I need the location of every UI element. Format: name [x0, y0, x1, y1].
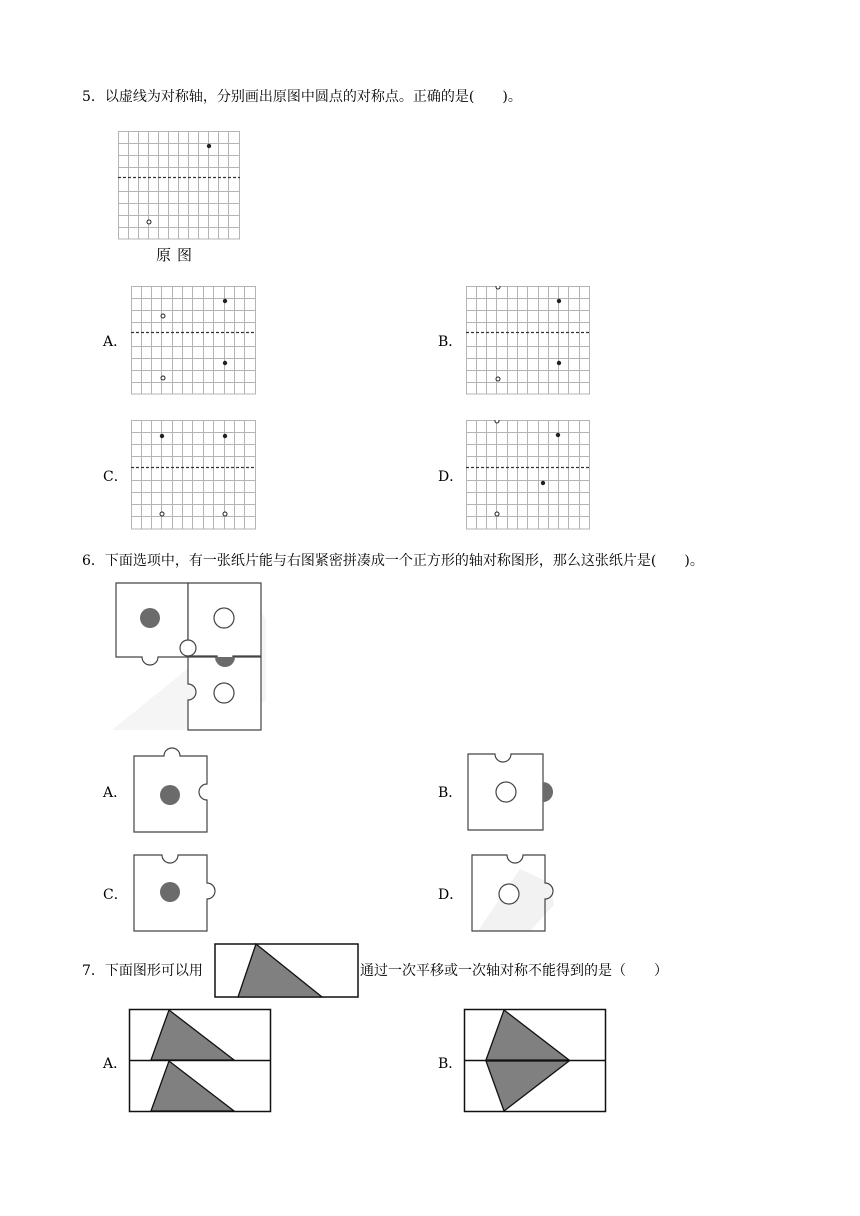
q6-option-d-label[interactable]: D．	[438, 887, 464, 903]
q5-option-a-grid[interactable]	[131, 286, 258, 396]
q6-option-d-piece[interactable]	[470, 853, 562, 935]
q7-end: ）	[654, 963, 668, 979]
q6-solid-circle	[140, 608, 160, 628]
q6-option-a-label[interactable]: A．	[103, 785, 128, 801]
q6-blank	[656, 553, 684, 569]
q5-stem	[82, 88, 522, 106]
q5-option-b-grid[interactable]	[466, 286, 592, 396]
q6-text: 下面选项中，有一张纸片能与右图紧密拼凑成一个正方形的轴对称图形，那么这张纸片是(	[104, 553, 657, 569]
q5-option-a-label[interactable]: A．	[103, 334, 128, 350]
q6-end: )。	[684, 553, 704, 569]
q7-number-and-lead	[82, 962, 203, 980]
q5-end: )。	[502, 89, 522, 105]
q6-option-c-piece[interactable]	[132, 853, 222, 933]
q5-option-d-grid[interactable]	[466, 420, 592, 531]
q6-option-b-piece[interactable]	[466, 752, 556, 832]
q7-blank	[626, 963, 654, 979]
q7-option-a-figure[interactable]	[128, 1008, 273, 1114]
q5-original-hollow-dot	[147, 220, 151, 224]
q5-option-c-label[interactable]: C．	[103, 469, 128, 485]
q6-stem	[82, 552, 704, 570]
q5-original-solid-dot	[207, 144, 211, 148]
q5-option-c-grid[interactable]	[131, 420, 258, 531]
q5-option-b-label[interactable]: B．	[438, 334, 463, 350]
q6-puzzle-figure	[110, 580, 266, 736]
q5-blank	[474, 89, 502, 105]
q6-number: 6．	[82, 553, 105, 569]
q5-original-caption: 原图	[156, 246, 199, 264]
q6-option-a-piece[interactable]	[132, 746, 210, 834]
q7-text-after: 通过一次平移或一次轴对称不能得到的是（	[360, 963, 626, 979]
q7-stem-rest	[360, 962, 668, 980]
q7-reference-figure	[214, 943, 360, 999]
q7-option-b-label[interactable]: B．	[438, 1056, 463, 1072]
q6-option-b-label[interactable]: B．	[438, 785, 463, 801]
q7-option-b-figure[interactable]	[463, 1008, 608, 1114]
q7-text-before: 下面图形可以用	[104, 963, 203, 979]
q6-option-c-label[interactable]: C．	[103, 887, 128, 903]
q5-text: 以虚线为对称轴，分别画出原图中圆点的对称点。正确的是(	[104, 89, 475, 105]
q5-number: 5．	[82, 89, 105, 105]
q5-original-grid	[118, 131, 242, 241]
q7-number: 7．	[82, 963, 105, 979]
q5-option-d-label[interactable]: D．	[438, 469, 464, 485]
q7-option-a-label[interactable]: A．	[103, 1056, 128, 1072]
